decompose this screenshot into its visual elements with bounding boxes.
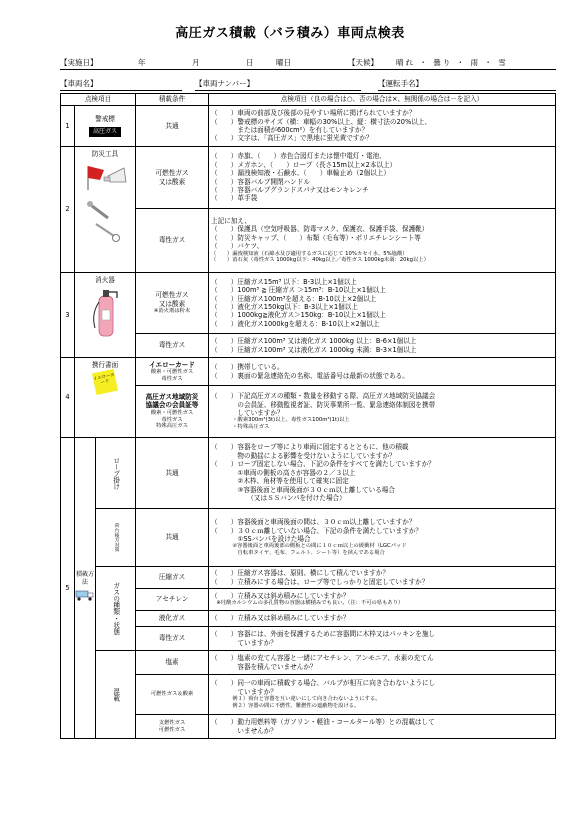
check-cell [209,611,556,627]
condition-cell: 圧縮ガス [136,567,209,589]
weekday-label: 曜日 [276,58,291,67]
section-3-row-b [61,334,556,358]
check-cell [209,567,556,589]
check-cell [209,358,556,386]
condition-label: 高圧ガス地域防災 協議会の会員証等 [145,392,199,410]
check-line: ※珪酸カルシウムの多孔質物の容器は横積みでも良い。（注：不可の県もあり） [211,600,404,607]
subsection-title-cell [96,567,136,651]
check-line: （ ）メガホン、（ ）ロープ（長さ15m以上×2本以上） [211,160,397,169]
check-line: 自転車タイヤ、毛布、フェルト、シート等）を挟んである場合 [211,550,385,557]
section-5-mix-row [61,675,556,715]
check-line: （ ）同一の車両に積載する場合、バルブが相互に向き合わないようにし [211,679,436,688]
vehicle-name-label: 【車両名】 [60,79,98,88]
subsection-title-cell [96,438,136,509]
check-line: （ ）ロープ固定しない場合、下記の条件をすべてを満たしていますか？ [211,460,435,469]
condition-cell: 毒性ガス [136,334,209,358]
check-line: 物の動揺による影響を受けないようにしていますか？ [211,451,396,460]
date-weather-row [60,57,556,71]
check-line: （ ）動力用燃料等（ガソリン・軽油・コールタール等）との混載はして [211,718,435,727]
condition-sub: 酸素・可燃性ガス 毒性ガス [150,368,194,382]
condition-cell: 共通 [136,509,209,567]
check-line: （ ）下記高圧ガスの種類・数量を移動する際、高圧ガス地域防災協議会 [211,392,436,401]
section-item-cell [75,438,96,739]
check-line: （ ）容器後面と車両後面の間は、３０ｃｍ以上離していますか？ [211,518,416,527]
check-line: （ ）圧縮ガス100m³ 又は液化ガス 1000kg 以上：B-6×1個以上 [211,337,417,346]
check-line: いませんか？ [211,726,277,735]
check-line: （ ）容器バルブ開閉ハンドル [211,177,310,186]
check-line: ①SSバンパを設けた場合 [211,534,311,543]
section-3-row-a [61,273,556,334]
condition-cell [136,273,209,334]
check-cell [209,106,556,147]
check-line: 容器を積んでいませんか？ [211,662,317,671]
check-line: （又はＳＳバンパを付けた場合） [211,494,346,503]
section-4-row-b [61,386,556,438]
check-line: （ ）赤旗、（ ）赤色合図灯または懐中電灯・電池、 [211,152,386,161]
check-line: （ ）塩素の充てん容器と一緒にアセチレン、アンモニア、水素の充てん [211,654,434,663]
condition-cell [136,358,209,386]
condition-cell: 共通 [136,438,209,509]
inspection-table [60,93,556,739]
weather-options: 晴れ ・ 曇り ・ 雨 ・ 雪 [396,58,508,67]
check-cell [209,715,556,739]
check-line: （ ）消石灰（毒性ガス 1000kg以下：40kg以上／毒性ガス 1000kg未満：20kg以上） [211,257,429,264]
section-5-gas-row [61,567,556,589]
section-item-cell [75,273,136,358]
check-line: （ ）漏洩検知液・石鹸水、（ ）車輪止め（2個以上） [211,169,390,178]
col-condition-header: 積載条件 [136,94,209,106]
condition-sub: 酸素・可燃性ガス 毒性ガス 特殊高圧ガス [150,409,194,430]
check-line: の会員証、移動監視者証、防災事業所一覧、緊急連絡体制図を携帯 [211,400,436,409]
section-5-mix-row [61,715,556,739]
subsection-title: 荷台後方対策 [113,523,119,552]
check-line: （ ）文字は、「高圧ガス」で黒地に蛍光黄ですか？ [211,134,373,143]
check-line: （ ）バケツ、 [211,242,264,251]
section-item-label: 警戒標 [95,114,115,123]
check-cell [209,675,556,715]
date-label: 【実施日】 [60,58,98,67]
condition-label: イエローカード [149,360,195,369]
condition-cell: 液化ガス [136,611,209,627]
check-line: （ ）容器バルブグランドスパナ又はモンキレンチ [211,185,369,194]
check-line: （ ）車両の前部及び後部の見やすい場所に掲げられていますか？ [211,109,416,118]
check-line: （ ）100m³ ≧ 圧縮ガス ＞15m³：B-10以上×1個以上 [211,286,386,295]
safety-tools-icon [78,158,132,248]
section-number: 3 [61,273,75,358]
section-2-row-b [61,209,556,273]
check-line: ・特殊高圧ガス [211,424,270,431]
check-line: ②容器後面と車両後部の側板との間に１０ｃｍ以上の緩衝材（LGCパッド [211,543,407,550]
check-line: ②木枠、角材等を使用して確実に固定 [211,477,349,486]
section-5-mix-row [61,651,556,675]
subsection-title: 混載 [111,687,120,702]
condition-cell: 支燃性ガス 可燃性ガス [136,715,209,739]
page-title: 高圧ガス積載（バラ積み）車両点検表 [175,26,405,41]
subsection-title-cell [96,651,136,739]
check-line: （ ）漏洩検知液（石綿水及び適用するガスに応じて 10%カセイ水、5%塩酸） [211,250,408,257]
condition-cell: 毒性ガス [136,209,209,273]
subsection-title: ロープ掛け [111,456,120,490]
check-cell [209,147,556,209]
section-number: 4 [61,358,75,438]
check-cell [209,334,556,358]
section-item-cell [75,358,136,438]
check-line: （ ）警戒標のサイズ（横：車幅の30%以上、縦：横寸法の20%以上、 [211,117,432,126]
section-4-row-a [61,358,556,386]
section-5-gas-row [61,589,556,611]
section-item-cell [75,147,136,273]
vehicle-row [60,78,556,92]
check-cell [209,627,556,651]
check-cell [209,438,556,509]
check-line: していますか？ [211,408,284,417]
check-line: （ ）圧縮ガス15m³ 以下：B-3以上×1個以上 [211,277,357,286]
check-line: （ ）圧縮ガス100m³ 又は液化ガス 1000kg 未満：B-3×1個以上 [211,345,417,354]
check-intro: 上記に加え、 [211,216,251,225]
condition-label: 可燃性ガス 又は酸素 [155,291,189,308]
condition-note: ※消火剤は粉末 [153,308,191,315]
condition-cell: 共通 [136,106,209,147]
year-label: 年 [138,58,146,67]
section-5-rear-row [61,509,556,567]
section-number: 5 [61,438,75,739]
check-line: （ ）圧縮ガス100m³を超える：B-10以上×2個以上 [211,294,377,303]
truck-icon [75,588,95,602]
check-line: （ ）革手袋 [211,194,258,203]
condition-cell: 可燃性ガス＆酸素 [136,675,209,715]
check-cell [209,273,556,334]
condition-cell: 可燃性ガス 又は酸素 [136,147,209,209]
col-check-header: 点検項目（良の場合は○、否の場合は×、無関係の場合は－を記入） [209,94,556,106]
section-2-row-a [61,147,556,209]
section-5-gas-row [61,611,556,627]
condition-cell: 塩素 [136,651,209,675]
check-line: （ ）立積み又は斜め積みにしていますか？ [211,614,350,623]
check-line: または面積が600cm²）を有していますか？ [211,126,369,134]
check-cell [209,386,556,438]
subsection-title-cell [96,509,136,567]
check-line: 例２）容器の間に不燃性、難燃性の遮蔽物を設ける。 [211,702,360,709]
table-header-row [61,94,556,106]
check-line: （ ）立積みにする場合は、ロープ等でしっかりと固定していますか？ [211,577,429,586]
check-cell [209,209,556,273]
condition-cell: アセチレン [136,589,209,611]
check-line: （ ）３０ｃｍ離していない場合、下記の条件を満たしていますか？ [211,526,423,535]
check-line: （ ）容器をロープ等により車両に固定するとともに、他の積載 [211,443,409,452]
check-line: （ ）液化ガス1000kgを超える：B-10以上×2個以上 [211,319,380,328]
section-1-row [61,106,556,147]
check-cell [209,589,556,611]
check-line: （ ）圧縮ガス容器は、原則、横にして積んでいますか？ [211,569,390,578]
check-line: （ ）携帯している。 [211,363,284,372]
vehicle-plate-label: 【車両ナンバー】 [195,79,255,88]
section-number: 2 [61,147,75,273]
check-line: ③容器後面と車両後面が３０ｃｍ以上離している場合 [211,485,395,494]
check-line: （ ）容器には、外面を保護するために容器間に木枠又はパッキンを施し [211,630,436,639]
col-item-header: 点検項目 [61,94,136,106]
check-line: ていますか？ [211,687,277,696]
section-number: 1 [61,106,75,147]
section-item-label: 防災工具 [91,150,119,158]
check-line: （ ）立積み又は斜め積みにしていますか？ [211,591,350,600]
check-line: （ ）1000kg≧液化ガス＞150kg：B-10以上×1個以上 [211,311,386,320]
weather-label: 【天候】 [348,58,378,67]
section-5-gas-row [61,627,556,651]
check-cell [209,651,556,675]
check-line: 例１）荷台と容器を互い違いにして向き合わないようにする。 [211,696,381,703]
warning-sign-icon: 高圧ガス [89,127,121,137]
check-line: ・酸素300m³(3t)以上、毒性ガス100m³(1t)以上 [211,417,350,424]
section-item-label: 積載方法 [75,571,94,586]
check-line: （ ）防災キャップ、（ ）布類（毛布等）・ポリエチレンシート等 [211,233,421,242]
check-cell [209,509,556,567]
fire-extinguisher-icon [85,284,125,340]
check-line: （ ）液化ガス150kg以下：B-3以上×1個以上 [211,303,358,311]
subsection-title: ガスの種類・状態 [111,582,120,635]
section-item-label: 携行書面 [91,361,119,369]
condition-cell: 毒性ガス [136,627,209,651]
section-item-label: 消火器 [95,276,115,284]
section-item-cell [75,106,136,147]
section-5-rope-row [61,438,556,509]
check-line: ていますか？ [211,638,277,647]
yellow-card-icon: イエローカード [92,369,118,395]
check-line: （ ）保護具（空気呼吸器、防毒マスク、保護衣、保護手袋、保護靴） [211,225,429,234]
check-line: （ ）裏面の緊急連絡先の名称、電話番号は最新の状態である。 [211,371,409,380]
condition-cell [136,386,209,438]
day-label: 日 [246,58,254,67]
month-label: 月 [192,58,200,67]
check-line: ①車両の側板の高さが容器の２／３以上 [211,468,356,477]
driver-name-label: 【運転手名】 [378,79,423,88]
